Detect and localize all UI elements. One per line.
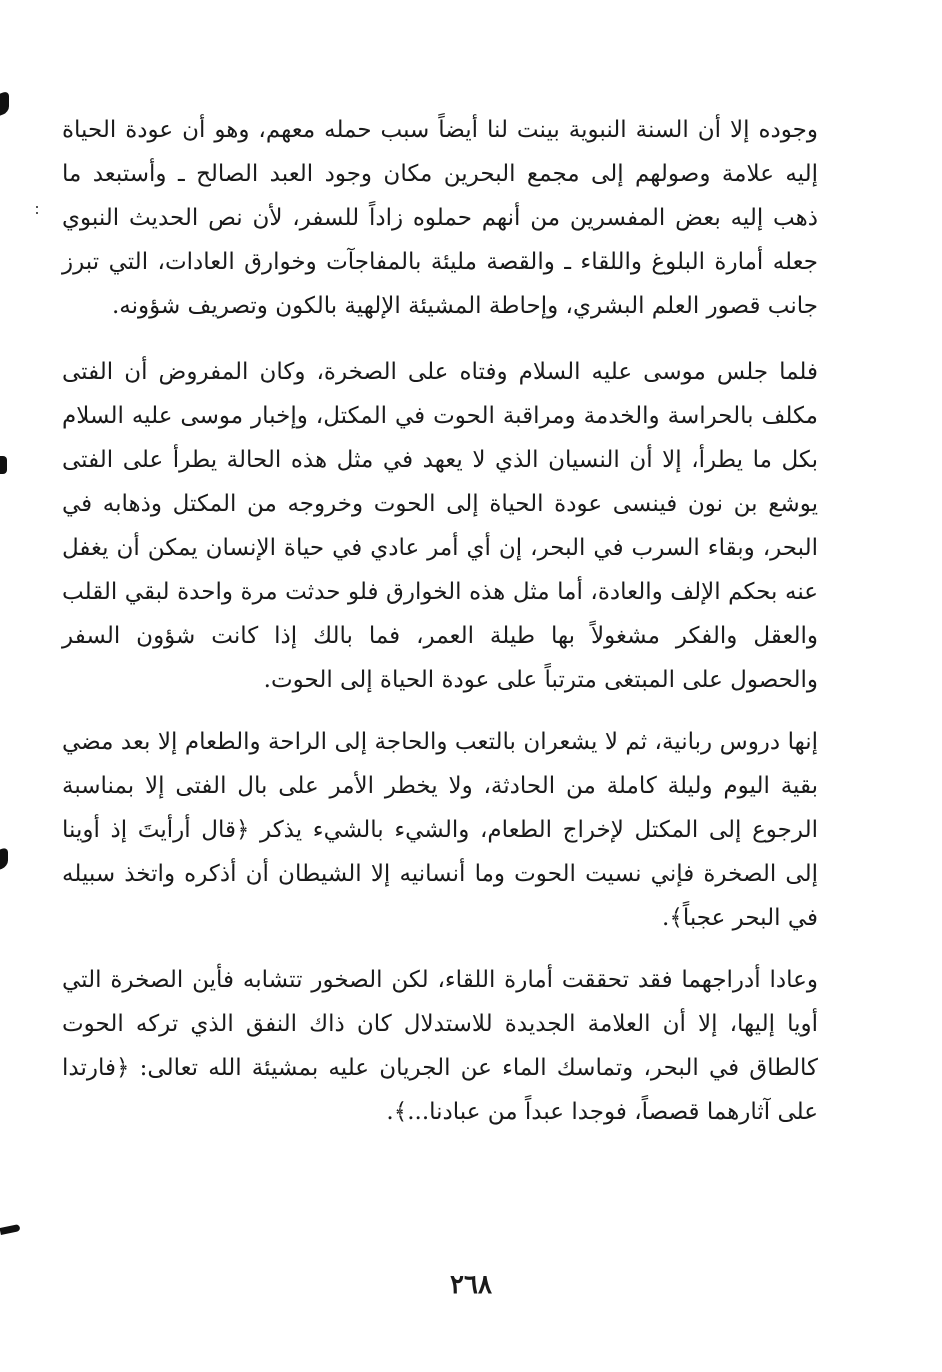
paragraph-4 [62, 958, 818, 1134]
paragraph-1 [62, 108, 818, 328]
paragraph-3 [62, 720, 818, 940]
scan-dot-mark [36, 206, 38, 208]
scan-edge-mark [0, 847, 8, 870]
paragraph-text: وجوده إلا أن السنة النبوية بينت لنا أيضاً سبب حمله معهم، وهو أن عودة الحياة إليه علامة وصولهم إلى مجمع البحرين مكان وجود العبد الصالح ـ وأستبعد ما ذهب إليه بعض المفسرين من أنهم حملوه زاداً للسفر، لأن نص الحديث النبوي جعله أمارة البلوغ واللقاء ـ والقصة مليئة بالمفاجآت وخوارق العادات، التي تبرز جانب قصور العلم البشري، وإحاطة المشيئة الإلهية بالكون وتصريف شؤونه. [62, 117, 818, 319]
paragraph-text: فلما جلس موسى عليه السلام وفتاه على الصخرة، وكان المفروض أن الفتى مكلف بالحراسة والخدمة ومراقبة الحوت في المكتل، وإخبار موسى عليه السلام بكل ما يطرأ، إلا أن النسيان الذي لا يعهد في مثل هذه الحالة يطرأ على الفتى يوشع بن نون فينسى عودة الحياة إلى الحوت وخروجه من المكتل وذهابه في البحر، وبقاء السرب في البحر، إن أي أمر عادي في حياة الإنسان يمكن أن يغفل عنه بحكم الإلف والعادة، أما مثل هذه الخوارق فلو حدثت مرة واحدة لبقي القلب والعقل والفكر مشغولاً بها طيلة العمر، فما بالك إذا كانت شؤون السفر والحصول على المبتغى مترتباً على عودة الحياة إلى الحوت. [62, 359, 818, 693]
page-number: ٢٦٨ [450, 1270, 492, 1300]
scan-edge-mark [0, 1224, 21, 1235]
scan-edge-mark [0, 456, 7, 474]
paragraph-text: وعادا أدراجهما فقد تحققت أمارة اللقاء، لكن الصخور تتشابه فأين الصخرة التي أويا إليها، إلا أن العلامة الجديدة للاستدلال كان ذاك النفق الذي تركه الحوت كالطاق في البحر، وتماسك الماء عن الجريان عليه بمشيئة الله تعالى: ﴿فارتدا على آثارهما قصصاً، فوجدا عبداً من عبادنا...﴾. [62, 967, 818, 1125]
scan-edge-mark [0, 90, 9, 115]
paragraph-2 [62, 350, 818, 702]
paragraph-text: إنها دروس ربانية، ثم لا يشعران بالتعب والحاجة إلى الراحة والطعام إلا بعد مضي بقية اليوم وليلة كاملة من الحادثة، ولا يخطر الأمر على بال الفتى إلا بمناسبة الرجوع إلى المكتل لإخراج الطعام، والشيء بالشيء يذكر ﴿قال أرأيتَ إذ أوينا إلى الصخرة فإني نسيت الحوت وما أنسانيه إلا الشيطان أن أذكره واتخذ سبيله في البحر عجباً﴾. [62, 729, 818, 931]
